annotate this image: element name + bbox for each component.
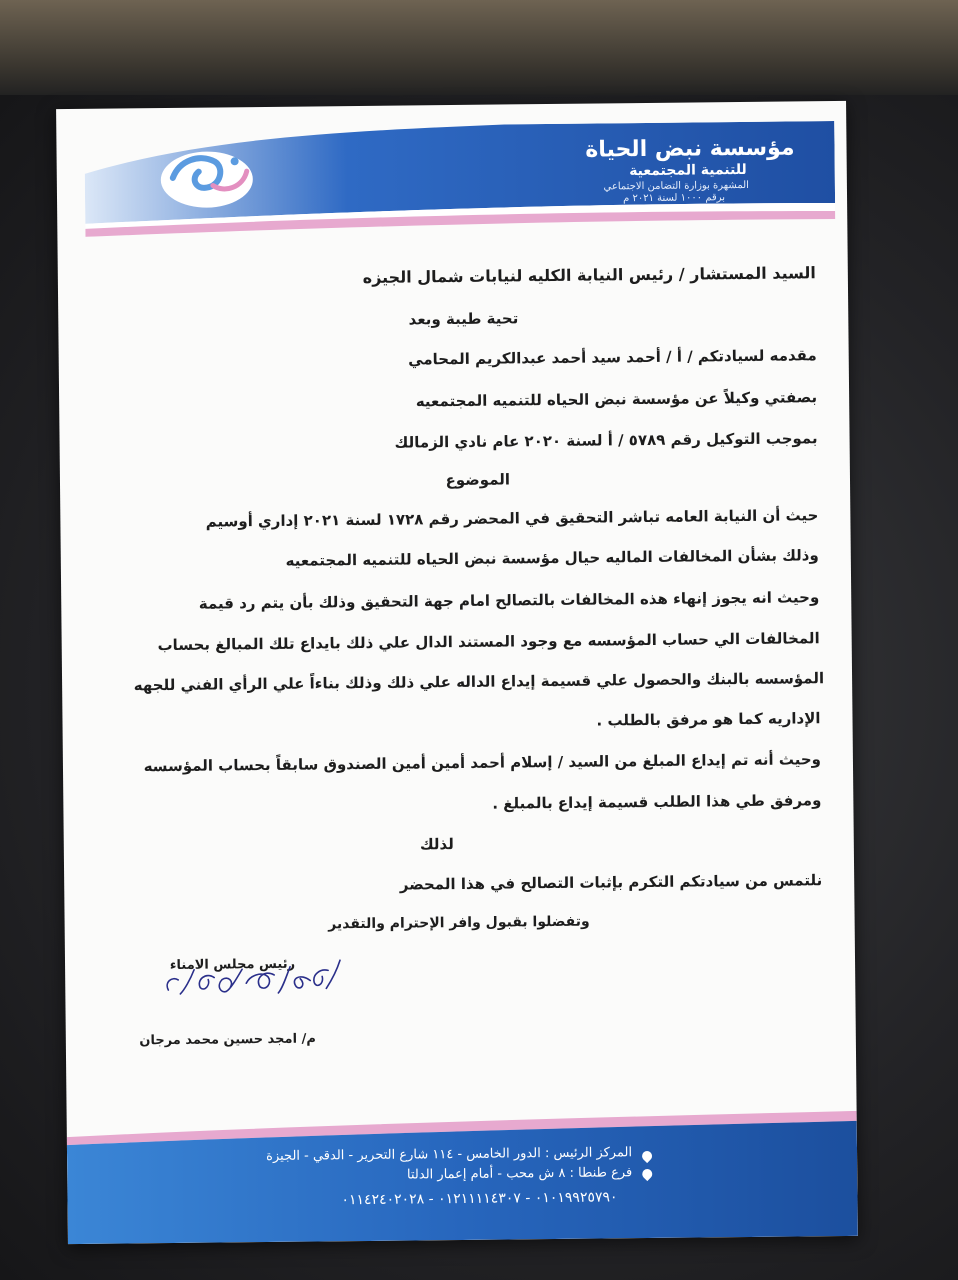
closing-line: وتفضلوا بقبول وافر الإحترام والتقدير bbox=[328, 913, 590, 933]
footer-branch-address: فرع طنطا : ٨ ش محب - أمام إعمار الدلتا bbox=[406, 1165, 633, 1183]
therefore-heading: لذلك bbox=[419, 835, 454, 854]
org-registration: المشهرة بوزارة التضامن الاجتماعي bbox=[603, 179, 749, 193]
paragraph-line: وحيث أنه تم إيداع المبلغ من السيد / إسلام أحمد أمين أمين الصندوق سابقاً بحساب المؤسسه bbox=[143, 750, 822, 776]
letter-footer bbox=[67, 1111, 858, 1244]
greeting-line: تحية طيبة وبعد bbox=[408, 309, 519, 329]
paragraph-line: ومرفق طي هذا الطلب قسيمة إيداع بالمبلغ . bbox=[492, 791, 822, 813]
power-of-attorney-line: بموجب التوكيل رقم ٥٧٨٩ / أ لسنة ٢٠٢٠ عام نادي الزمالك bbox=[394, 429, 818, 452]
desk-background-top bbox=[0, 0, 958, 95]
org-subtitle: للتنمية المجتمعية bbox=[629, 161, 747, 180]
intro-line: مقدمه لسيادتكم / أ / أحمد سيد أحمد عبدالكريم المحامي bbox=[408, 346, 817, 369]
org-registration-number: برقم ١٠٠٠ لسنة ٢٠٢١ م bbox=[623, 192, 726, 205]
addressee-line: السيد المستشار / رئيس النيابة الكليه لنيابات شمال الجيزه bbox=[362, 263, 816, 287]
letter-paper bbox=[56, 101, 858, 1244]
paragraph-line: وذلك بشأن المخالفات الماليه حيال مؤسسة نبض الحياه للتنميه المجتمعيه bbox=[285, 546, 819, 570]
footer-phone-numbers: ٠١٠١٩٩٢٥٧٩٠ - ٠١٢١١١١٤٣٠٧ - ٠١١٤٢٤٠٢٠٢٨ bbox=[341, 1189, 618, 1209]
paragraph-line: المؤسسه بالبنك والحصول علي قسيمة إيداع الداله علي ذلك وذلك بناءاً علي الرأي الفني للجهه bbox=[133, 669, 825, 695]
signatory-name: م/ امجد حسين محمد مرجان bbox=[139, 1031, 316, 1049]
paragraph-line: الإداريه كما هو مرفق بالطلب . bbox=[596, 709, 821, 730]
paragraph-line: المخالفات الي حساب المؤسسه مع وجود المستند الدال علي ذلك بايداع تلك المبالغ بحساب bbox=[157, 629, 820, 655]
request-line: نلتمس من سيادتكم التكرم بإثبات التصالح في هذا المحضر bbox=[399, 871, 823, 894]
paragraph-line: حيث أن النيابة العامه تباشر التحقيق في المحضر رقم ١٧٢٨ لسنة ٢٠٢١ إداري أوسيم bbox=[205, 506, 819, 531]
capacity-line: بصفتي وكيلاً عن مؤسسة نبض الحياه للتنميه المجتمعيه bbox=[415, 388, 818, 411]
handwritten-signature bbox=[150, 948, 351, 1000]
paragraph-line: وحيث انه يجوز إنهاء هذه المخالفات بالتصالح امام جهة التحقيق وذلك بأن يتم رد قيمة bbox=[198, 588, 820, 613]
letterhead bbox=[84, 121, 835, 237]
subject-heading: الموضوع bbox=[445, 470, 511, 490]
signatory-title: رئيس مجلس الامناء bbox=[169, 956, 296, 974]
org-name: مؤسسة نبض الحياة bbox=[585, 135, 795, 163]
nabd-logo-icon bbox=[154, 141, 265, 212]
footer-hq-address: المركز الرئيس : الدور الخامس - ١١٤ شارع التحرير - الدقي - الجيزة bbox=[266, 1145, 633, 1165]
